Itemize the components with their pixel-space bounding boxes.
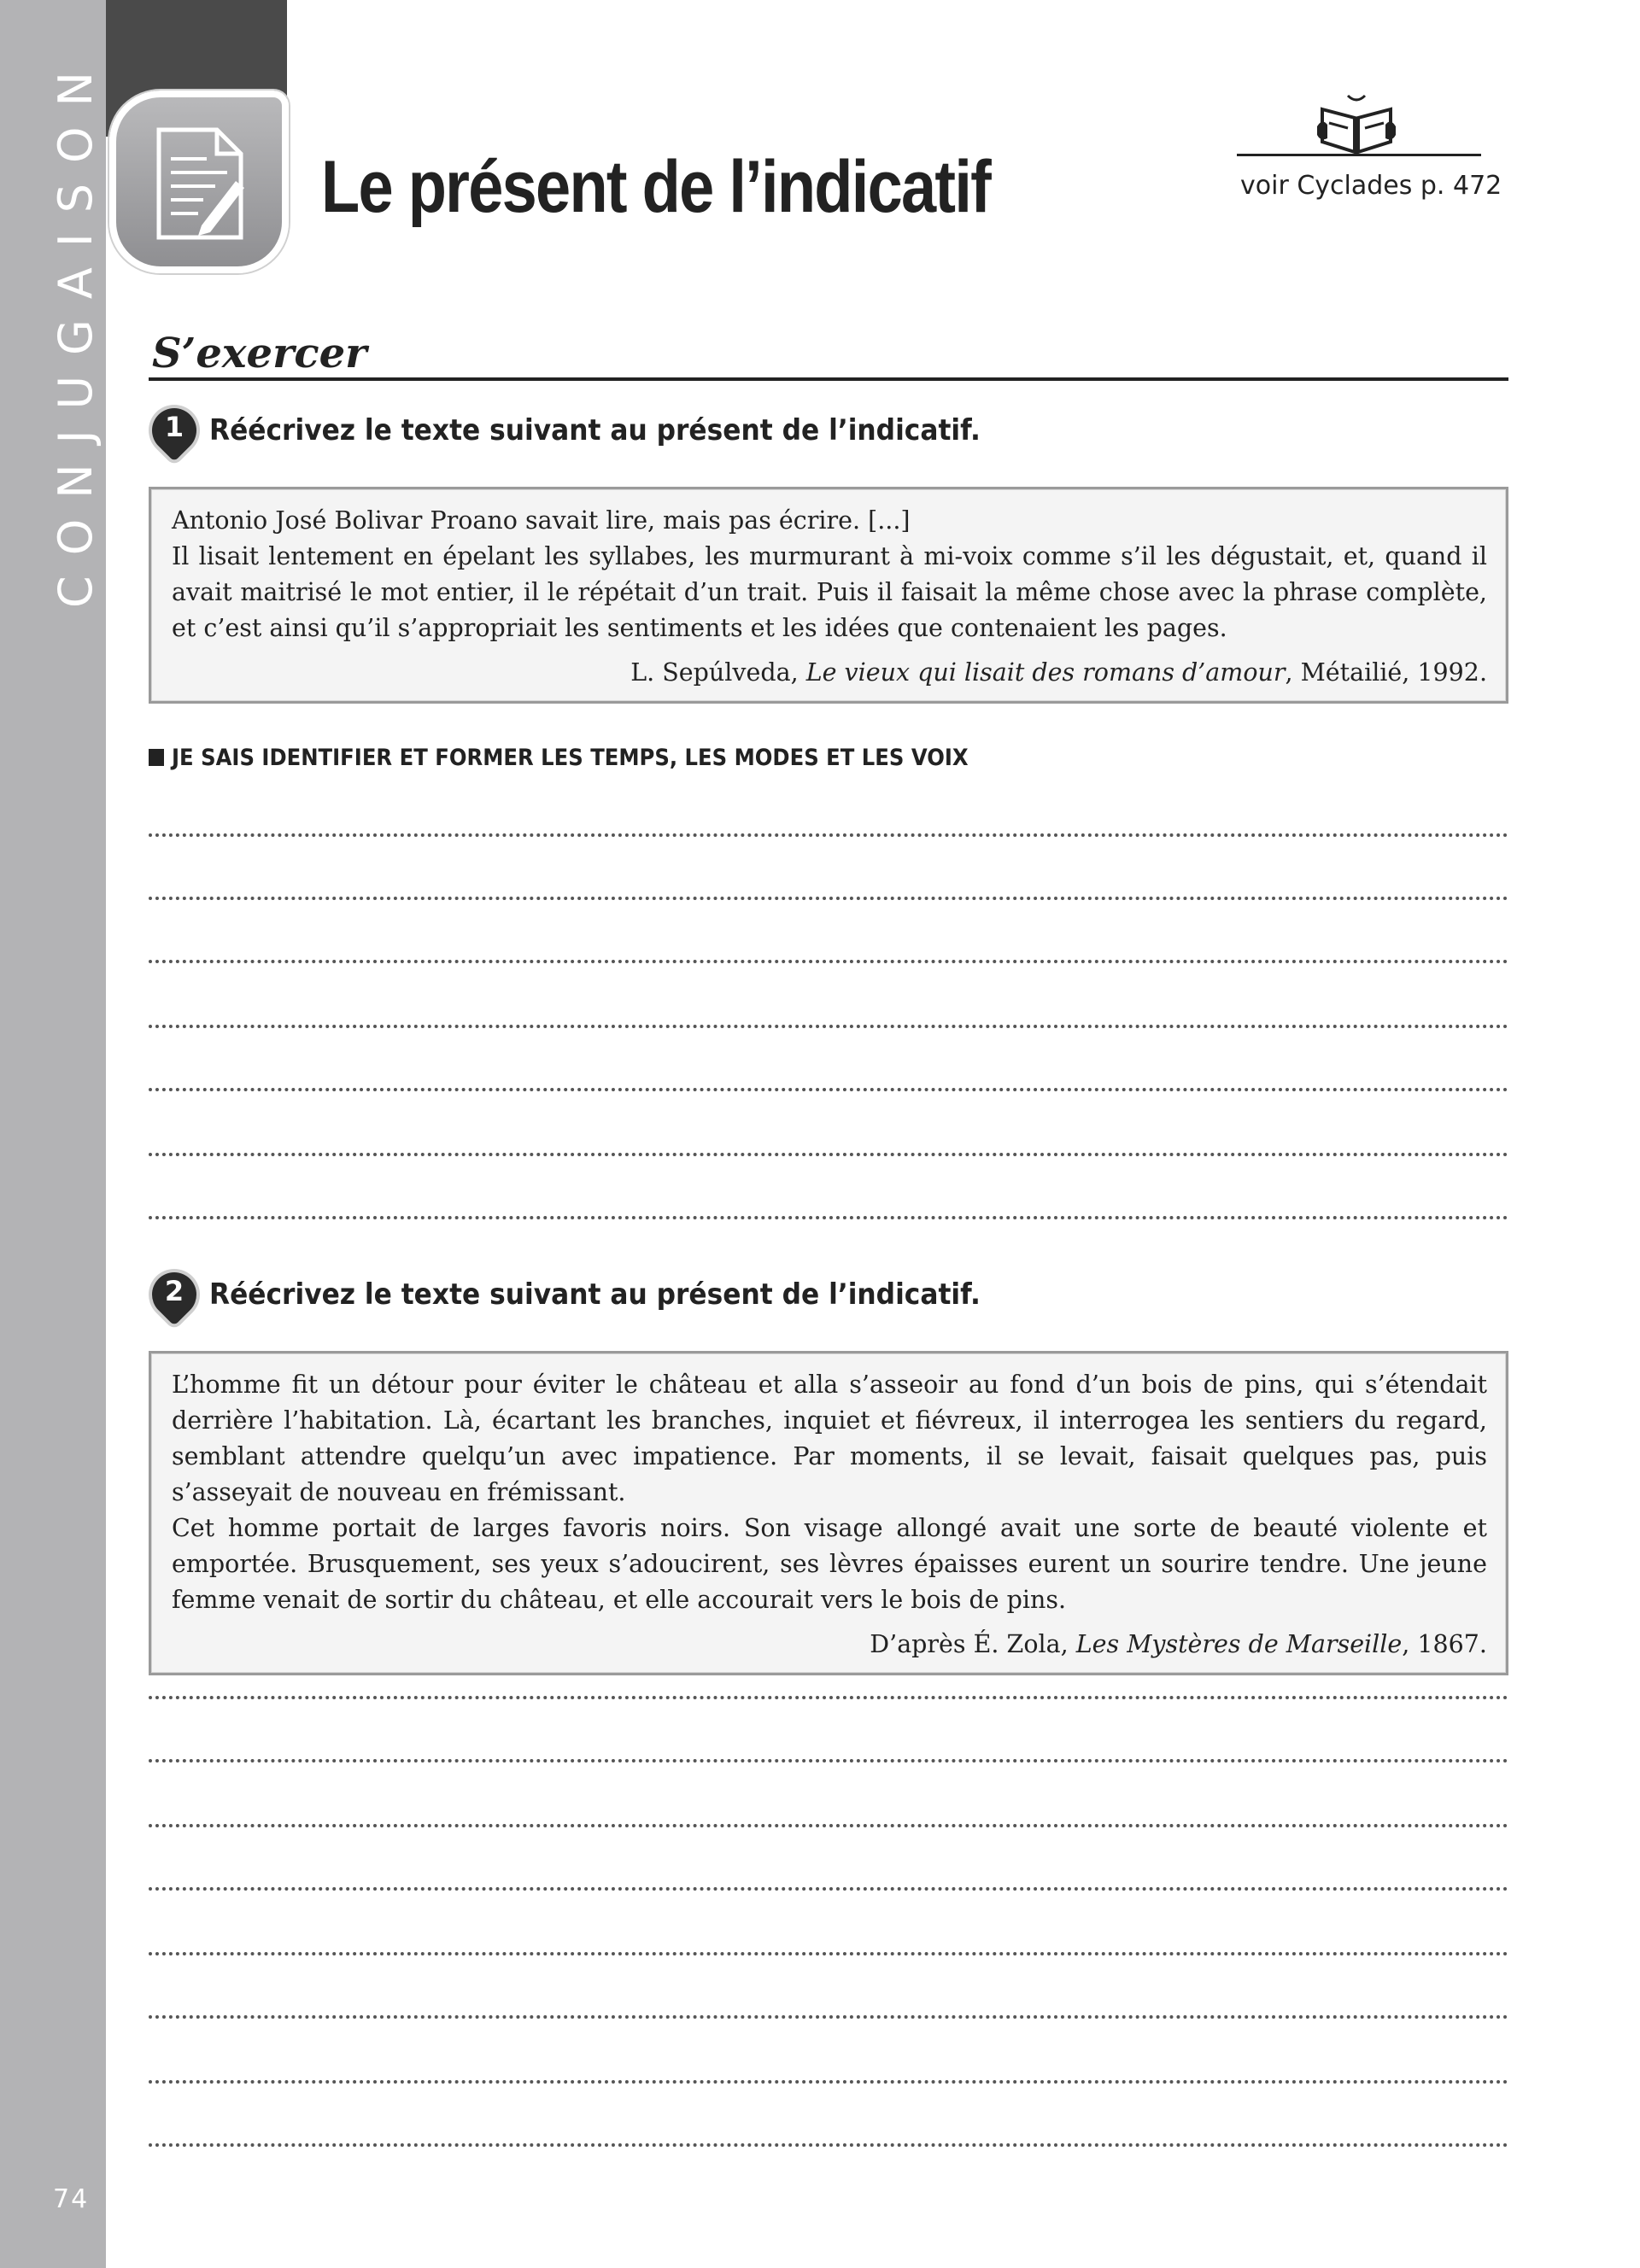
source-work: Les Mystères de Marseille [1075,1630,1403,1658]
source-publisher: , 1867. [1402,1630,1487,1658]
page-number: 74 [53,2184,90,2214]
answer-line[interactable] [149,1887,1508,1891]
source-author: L. Sepúlveda, [630,658,799,687]
answer-line[interactable] [149,2080,1508,2084]
document-badge [109,91,289,273]
answer-line[interactable] [149,833,1508,837]
text-source [172,1627,1487,1663]
text-paragraph: Cet homme portait de larges favoris noirs. Son visage allongé avait une sorte de beauté violente et emportée. Brusquement, ses yeux s’adoucirent, ses lèvres épaisses eurent un sourire tendre. Une jeune femme venait de sortir du château, et elle accourait vers le bois de pins. [172,1514,1487,1614]
exercise-number: 2 [164,1275,184,1307]
answer-line[interactable] [149,1952,1508,1955]
exercise-instruction: Réécrivez le texte suivant au présent de l’indicatif. [209,413,981,447]
reading-book-icon [1314,92,1399,154]
source-work: Le vieux qui lisait des romans d’amour [805,658,1286,687]
text-source [172,655,1487,691]
reference-text: voir Cyclades p. 472 [1240,171,1502,201]
answer-line[interactable] [149,960,1508,963]
exercise-text-box [149,1351,1508,1675]
exercise-number: 1 [164,411,184,443]
source-author: D’après É. Zola, [870,1630,1069,1658]
answer-line[interactable] [149,1153,1508,1156]
source-publisher: , Métailié, 1992. [1285,658,1487,687]
exercise-instruction: Réécrivez le texte suivant au présent de l’indicatif. [209,1277,981,1312]
text-paragraph: L’homme fit un détour pour éviter le château et alla s’asseoir au fond d’un bois de pins, qui s’étendait derrière l’habitation. Là, écartant les branches, inquiet et fiévreux, il interrogea les sentiers du regard, semblant attendre quelqu’un avec impatience. Par moments, il se levait, faisait quelques pas, puis s’asseyait de nouveau en frémissant. [172,1371,1487,1506]
text-paragraph: Il lisait lentement en épelant les syllabes, les murmurant à mi-voix comme s’il les dégustait, et, quand il avait maitrisé le mot entier, il le répétait d’un trait. Puis il faisait la même chose avec la phrase complète, et c’est ainsi qu’il s’appropriait les sentiments et les idées que contenaient les pages. [172,542,1487,642]
sidebar [0,0,106,2268]
answer-line[interactable] [149,1025,1508,1028]
text-paragraph: Antonio José Bolivar Proano savait lire, mais pas écrire. [...] [172,506,911,535]
answer-line[interactable] [149,897,1508,900]
section-label: CONJUGAISON [49,51,102,608]
answer-line[interactable] [149,1824,1508,1827]
exercise-text-box [149,487,1508,704]
answer-line[interactable] [149,1216,1508,1219]
section-rule [149,377,1508,381]
page-title: Le présent de l’indicatif [321,146,991,228]
answer-line[interactable] [149,1696,1508,1699]
reference-rule [1237,154,1481,156]
answer-line[interactable] [149,2015,1508,2019]
answer-line[interactable] [149,1759,1508,1762]
skill-label [149,745,969,771]
document-pencil-icon [150,125,253,244]
answer-line[interactable] [149,2143,1508,2147]
square-bullet-icon [149,749,164,766]
section-heading: S’exercer [152,330,367,377]
skill-text: JE SAIS IDENTIFIER ET FORMER LES TEMPS, LES MODES ET LES VOIX [172,745,969,771]
answer-line[interactable] [149,1088,1508,1091]
